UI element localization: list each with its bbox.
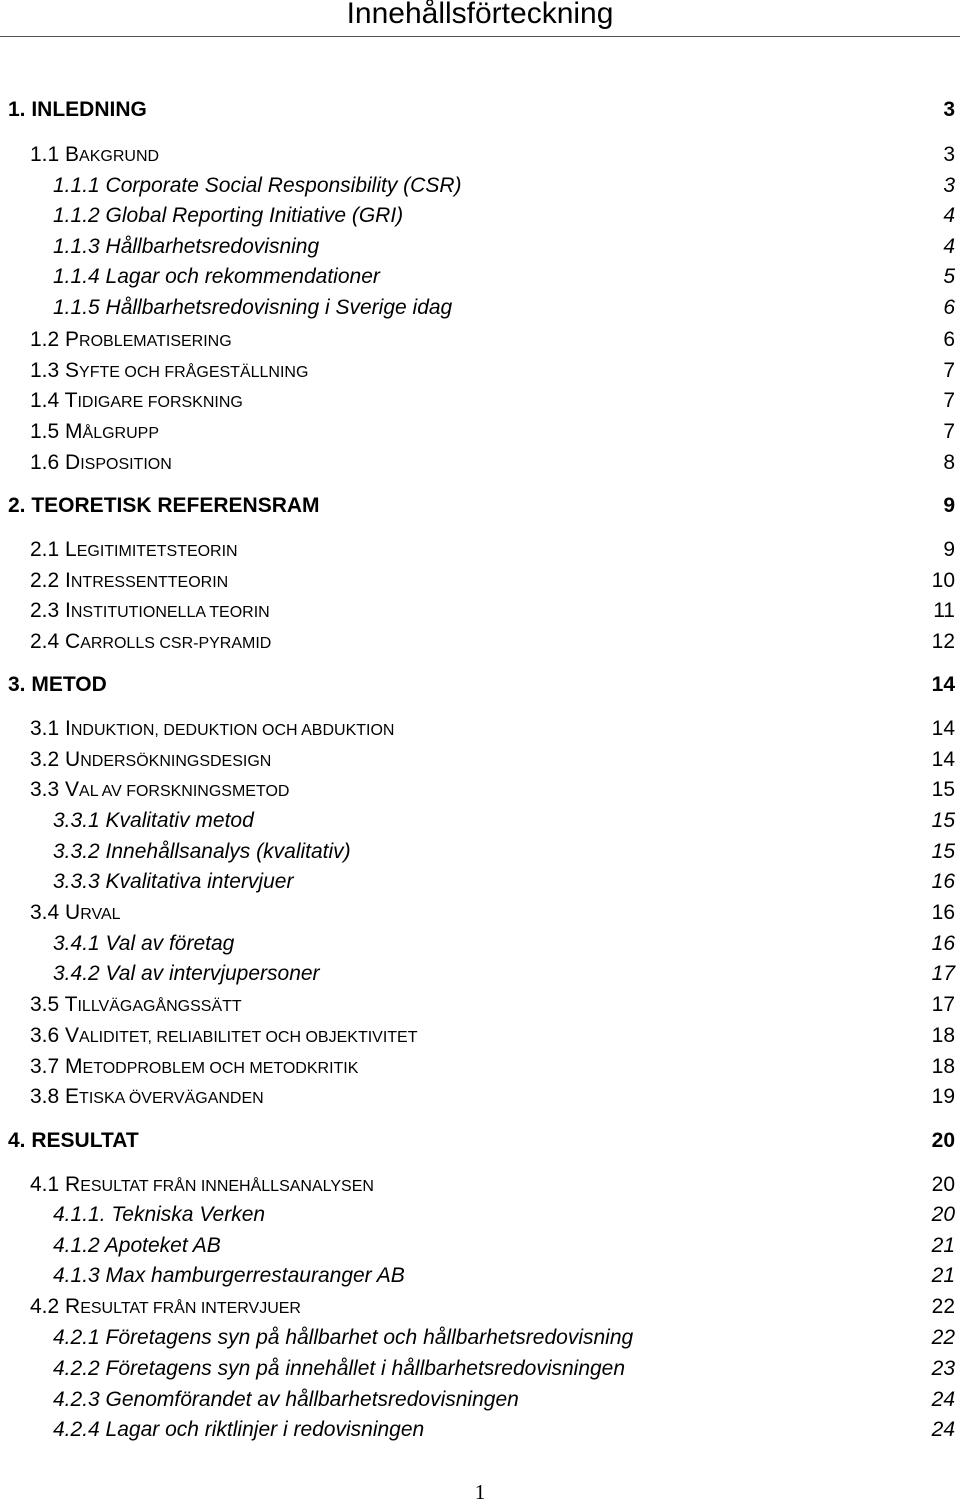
toc-entry-title: ALIDITET, RELIABILITET OCH OBJEKTIVITET [79, 1029, 418, 1046]
toc-entry-label [0, 1024, 418, 1048]
toc-entry-label [0, 840, 351, 864]
toc-entry-number: 3.3 V [30, 778, 80, 801]
toc-entry-label [0, 174, 462, 198]
toc-entry-number: 2.3 I [30, 599, 71, 622]
toc-entry-page: 7 [943, 359, 955, 382]
toc-entry-number: 3. METOD [8, 673, 107, 696]
toc-entry-label [0, 599, 270, 623]
toc-entry-label [0, 359, 308, 383]
toc-entry-page: 14 [931, 717, 955, 740]
toc-entry-page: 15 [931, 809, 955, 832]
toc-entry-page: 12 [931, 630, 955, 653]
toc-entry-label [0, 420, 159, 444]
toc-entry-page: 15 [931, 778, 955, 801]
toc-entry[interactable] [0, 201, 955, 231]
toc-entry[interactable] [0, 867, 955, 897]
toc-entry-number: 3.1 I [30, 717, 71, 740]
toc-entry-number: 3.3.1 Kvalitativ metod [53, 809, 254, 832]
toc-entry-page: 14 [931, 673, 955, 696]
toc-entry-number: 4.1.2 Apoteket AB [53, 1234, 221, 1257]
toc-entry[interactable] [0, 1261, 955, 1291]
page-title: Innehållsförteckning [346, 0, 614, 30]
toc-entry-page: 16 [931, 870, 955, 893]
toc-entry-page: 4 [943, 204, 955, 227]
toc-entry-page: 3 [943, 174, 955, 197]
toc-entry[interactable] [0, 535, 955, 565]
toc-entry-page: 20 [931, 1129, 955, 1152]
toc-entry[interactable] [0, 1385, 955, 1415]
toc-entry-number: 4.1.3 Max hamburgerrestauranger AB [53, 1264, 405, 1287]
toc-entry-title: NDUKTION, DEDUKTION OCH ABDUKTION [70, 722, 395, 739]
toc-entry-label [0, 328, 232, 352]
toc-entry-title: IDIGARE FORSKNING [77, 394, 243, 411]
toc-entry-title: AL AV FORSKNINGSMETOD [79, 783, 290, 800]
toc-entry-title: ARROLLS CSR-PYRAMID [80, 635, 272, 652]
toc-entry[interactable] [0, 1323, 955, 1353]
toc-entry-page: 16 [931, 901, 955, 924]
toc-entry[interactable] [0, 898, 955, 928]
toc-entry-number: 1.6 D [30, 451, 81, 474]
toc-entry-number: 4.1 R [30, 1173, 81, 1196]
toc-entry[interactable] [0, 837, 955, 867]
toc-entry-number: 3.4.1 Val av företag [53, 932, 235, 955]
toc-entry[interactable] [0, 1126, 955, 1156]
toc-entry-number: 3.3.3 Kvalitativa intervjuer [53, 870, 294, 893]
toc-entry[interactable] [0, 959, 955, 989]
toc-entry-number: 1.4 T [30, 389, 78, 412]
page-number: 1 [474, 1480, 486, 1504]
toc-entry-number: 4.2.4 Lagar och riktlinjer i redovisningen [53, 1418, 425, 1441]
toc-entry-page: 23 [931, 1357, 955, 1380]
toc-entry[interactable] [0, 714, 955, 744]
toc-entry-page: 16 [931, 932, 955, 955]
toc-entry-number: 2.4 C [30, 630, 81, 653]
toc-entry-page: 18 [931, 1024, 955, 1047]
toc-entry[interactable] [0, 95, 955, 125]
toc-entry[interactable] [0, 386, 955, 416]
toc-entry-page: 6 [943, 296, 955, 319]
toc-entry-page: 18 [931, 1055, 955, 1078]
toc-entry-page: 24 [931, 1388, 955, 1411]
toc-entry-label [0, 1173, 374, 1197]
toc-entry-number: 3.6 V [30, 1024, 80, 1047]
toc-entry-page: 20 [931, 1203, 955, 1226]
toc-entry[interactable] [0, 491, 955, 521]
toc-entry-label [0, 901, 121, 925]
toc-entry-page: 19 [931, 1085, 955, 1108]
toc-entry[interactable] [0, 566, 955, 596]
toc-entry[interactable] [0, 929, 955, 959]
toc-entry[interactable] [0, 1231, 955, 1261]
toc-entry[interactable] [0, 806, 955, 836]
toc-entry-label [0, 538, 238, 562]
toc-entry-title: NDERSÖKNINGSDESIGN [80, 753, 272, 770]
toc-entry-number: 4.1.1. Tekniska Verken [53, 1203, 266, 1226]
toc-entry-label [0, 1388, 519, 1412]
toc-entry[interactable] [0, 596, 955, 626]
toc-entry-title: ÅLGRUPP [82, 425, 159, 442]
toc-entry-title: ETODPROBLEM OCH METODKRITIK [82, 1060, 359, 1077]
toc-entry[interactable] [0, 1170, 955, 1200]
toc-entry-title: RVAL [80, 906, 121, 923]
toc-entry-title: ISPOSITION [80, 456, 172, 473]
toc-entry-number: 1.1.1 Corporate Social Responsibility (CSR) [53, 174, 462, 197]
toc-entry-label [0, 98, 147, 122]
toc-entry[interactable] [0, 775, 955, 805]
toc-entry[interactable] [0, 262, 955, 292]
toc-entry-page: 3 [943, 143, 955, 166]
toc-entry-number: 1.1.3 Hållbarhetsredovisning [53, 235, 320, 258]
toc-entry-number: 1.3 S [30, 359, 80, 382]
toc-entry[interactable] [0, 1354, 955, 1384]
toc-entry-label [0, 673, 107, 697]
toc-entry-title: ILLVÄGAGÅNGSSÄTT [77, 998, 242, 1015]
toc-entry-label [0, 235, 319, 259]
toc-entry-page: 14 [931, 748, 955, 771]
toc-entry-page: 20 [931, 1173, 955, 1196]
toc-entry-page: 15 [931, 840, 955, 863]
toc-entry[interactable] [0, 325, 955, 355]
toc-entry-title: NSTITUTIONELLA TEORIN [70, 604, 270, 621]
toc-entry-page: 24 [931, 1418, 955, 1441]
toc-entry-page: 17 [931, 993, 955, 1016]
toc-entry-number: 1.1.5 Hållbarhetsredovisning i Sverige idag [53, 296, 453, 319]
toc-entry-number: 3.7 M [30, 1055, 83, 1078]
toc-entry[interactable] [0, 1021, 955, 1051]
toc-entry-number: 4. RESULTAT [8, 1129, 139, 1152]
toc-entry[interactable] [0, 140, 955, 170]
toc-entry-title: ESULTAT FRÅN INNEHÅLLSANALYSEN [80, 1178, 374, 1195]
toc-entry-number: 1.1.4 Lagar och rekommendationer [53, 265, 380, 288]
toc-entry-label [0, 1129, 139, 1153]
toc-entry-label [0, 451, 172, 475]
toc-entry[interactable] [0, 745, 955, 775]
toc-entry[interactable] [0, 990, 955, 1020]
toc-entry-page: 9 [943, 494, 955, 517]
toc-entry-title: NTRESSENTTEORIN [70, 574, 229, 591]
toc-entry[interactable] [0, 417, 955, 447]
toc-entry-label [0, 809, 254, 833]
toc-entry-label [0, 1055, 358, 1079]
toc-entry-label [0, 1085, 264, 1109]
toc-entry-page: 9 [943, 538, 955, 561]
toc-entry-number: 3.8 E [30, 1085, 80, 1108]
toc-entry-number: 1.5 M [30, 420, 83, 443]
toc-entry-label [0, 296, 452, 320]
toc-entry-number: 4.2.2 Företagens syn på innehållet i hållbarhetsredovisningen [53, 1357, 626, 1380]
toc-entry-label [0, 265, 380, 289]
toc-entry-label [0, 1203, 265, 1227]
toc-entry-label [0, 962, 320, 986]
toc-entry[interactable] [0, 1415, 955, 1445]
toc-entry-number: 3.5 T [30, 993, 78, 1016]
toc-entry-label [0, 630, 271, 654]
toc-entry-number: 1.1.2 Global Reporting Initiative (GRI) [53, 204, 404, 227]
toc-entry-label [0, 204, 403, 228]
toc-entry-number: 1.1 B [30, 143, 80, 166]
toc-entry-page: 6 [943, 328, 955, 351]
toc-entry[interactable] [0, 627, 955, 657]
toc-entry-label [0, 494, 320, 518]
toc-entry-label [0, 1295, 301, 1319]
toc-entry-page: 21 [931, 1264, 955, 1287]
toc-entry-label [0, 993, 242, 1017]
toc-entry-label [0, 717, 394, 741]
toc-entry-title: EGITIMITETSTEORIN [76, 543, 238, 560]
toc-entry-label [0, 569, 228, 593]
toc-entry[interactable] [0, 1292, 955, 1322]
toc-entry-page: 5 [943, 265, 955, 288]
toc-entry[interactable] [0, 1082, 955, 1112]
toc-entry-page: 22 [931, 1295, 955, 1318]
toc-entry[interactable] [0, 1052, 955, 1082]
toc-entry-page: 17 [931, 962, 955, 985]
toc-entry[interactable] [0, 1200, 955, 1230]
toc-entry-number: 1. INLEDNING [8, 98, 147, 121]
toc-entry-page: 7 [943, 420, 955, 443]
toc-entry-page: 8 [943, 451, 955, 474]
toc-entry-number: 3.4.2 Val av intervjupersoner [53, 962, 320, 985]
toc-entry-label [0, 389, 243, 413]
toc-entry-number: 2.2 I [30, 569, 71, 592]
toc-entry-label [0, 748, 271, 772]
toc-entry-page: 4 [943, 235, 955, 258]
toc-entry-label [0, 143, 159, 167]
toc-entry-page: 11 [933, 599, 955, 622]
toc-entry[interactable] [0, 171, 955, 201]
toc-entry[interactable] [0, 670, 955, 700]
toc-entry-page: 7 [943, 389, 955, 412]
toc-entry-label [0, 1357, 625, 1381]
toc-entry-label [0, 870, 293, 894]
toc-entry[interactable] [0, 448, 955, 478]
toc-entry-label [0, 778, 289, 802]
toc-entry[interactable] [0, 293, 955, 323]
toc-entry-title: ESULTAT FRÅN INTERVJUER [80, 1300, 301, 1317]
toc-entry-page: 3 [943, 98, 955, 121]
toc-entry-number: 4.2.1 Företagens syn på hållbarhet och hållbarhetsredovisning [53, 1326, 634, 1349]
toc-entry-label [0, 1326, 633, 1350]
toc-entry-title: AKGRUND [79, 148, 160, 165]
toc-entry-number: 3.4 U [30, 901, 81, 924]
toc-entry-label [0, 932, 234, 956]
toc-entry-number: 2.1 L [30, 538, 77, 561]
toc-entry-page: 21 [931, 1234, 955, 1257]
toc-entry-title: TISKA ÖVERVÄGANDEN [79, 1090, 264, 1107]
toc-entry-number: 2. TEORETISK REFERENSRAM [8, 494, 320, 517]
toc-entry-label [0, 1264, 405, 1288]
toc-entry-title: YFTE OCH FRÅGESTÄLLNING [79, 364, 309, 381]
toc-entry-number: 3.3.2 Innehållsanalys (kvalitativ) [53, 840, 351, 863]
toc-entry-number: 3.2 U [30, 748, 81, 771]
toc-entry-number: 4.2.3 Genomförandet av hållbarhetsredovisningen [53, 1388, 519, 1411]
toc-entry-page: 10 [931, 569, 955, 592]
toc-entry-label [0, 1418, 424, 1442]
toc-entry-label [0, 1234, 221, 1258]
toc-entry-number: 4.2 R [30, 1295, 81, 1318]
toc-entry[interactable] [0, 356, 955, 386]
toc-entry-title: ROBLEMATISERING [79, 333, 232, 350]
toc-entry-number: 1.2 P [30, 328, 80, 351]
toc-entry-page: 22 [931, 1326, 955, 1349]
toc-entry[interactable] [0, 232, 955, 262]
